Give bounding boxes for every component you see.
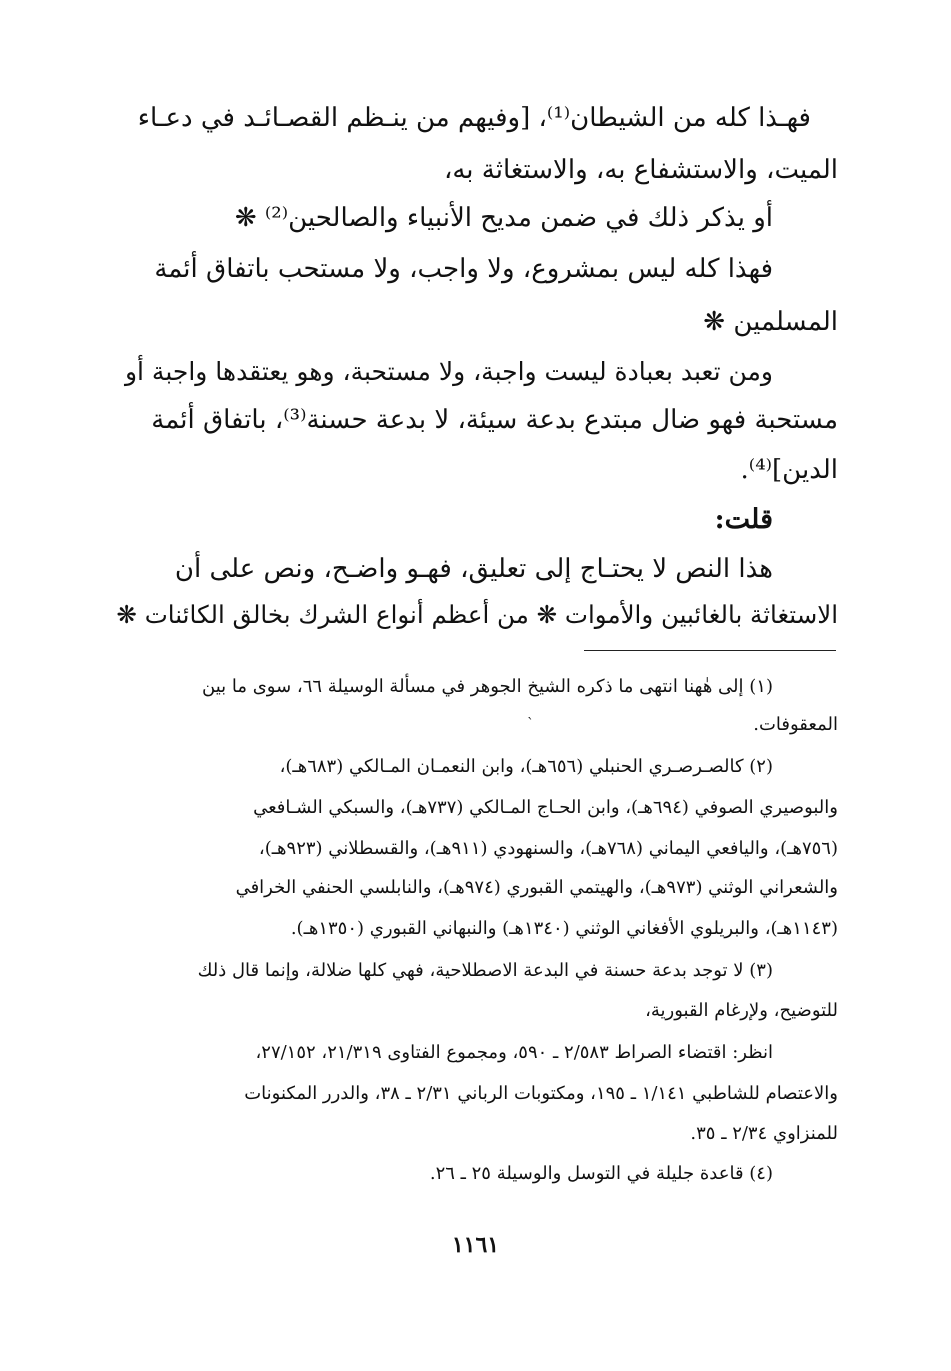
footnote-2-line-3: (٧٥٦هـ)، واليافعي اليماني (٧٦٨هـ)، والسنهودي (٩١١هـ)، والقسطلاني (٩٢٣هـ)،: [258, 838, 838, 859]
main-text-line-7: مستحبة فهو ضال مبتدع بدعة سيئة، لا بدعة حسنة⁽³⁾، باتفاق أئمة: [151, 405, 838, 435]
main-text-line-3: أو يذكر ذلك في ضمن مديح الأنبياء والصالحين⁽²⁾ ❋: [234, 203, 773, 233]
footnote-3-line-2: للتوضيح، ولإرغام القبورية،: [645, 1000, 838, 1021]
stray-mark: ˋ: [527, 716, 534, 732]
section-heading: قلت:: [714, 504, 773, 535]
footnote-2-line-5: (١١٤٣هـ)، والبريلوي الأفغاني الوثني (١٣٤٠هـ) والنبهاني القبوري (١٣٥٠هـ).: [290, 918, 838, 939]
page-number: ١١٦١: [451, 1232, 500, 1258]
main-text-line-2: الميت، والاستشفاع به، والاستغاثة به،: [443, 155, 838, 185]
main-text-line-6: ومن تعبد بعبادة ليست واجبة، ولا مستحبة، وهو يعتقدها واجبة أو: [124, 357, 773, 386]
main-text-line-5: المسلمين ❋: [703, 307, 838, 337]
main-text-line-9: هذا النص لا يحتـاج إلى تعليق، فهـو واضـح، ونص على أن: [174, 554, 773, 584]
footnote-3-line-5: للمنزاوي ٢/٣٤ ـ ٣٥.: [690, 1123, 838, 1144]
footnote-4: (٤) قاعدة جليلة في التوسل والوسيلة ٢٥ ـ ٢٦.: [429, 1163, 773, 1184]
footnote-1-line-1: (١) إلى هٰهنا انتهى ما ذكره الشيخ الجوهر في مسألة الوسيلة ٦٦، سوى ما بين: [202, 676, 773, 697]
footnote-separator: [584, 650, 836, 651]
footnote-3-line-4: والاعتصام للشاطبي ١/١٤١ ـ ١٩٥، ومكتوبات الرباني ٢/٣١ ـ ٣٨، والدرر المكنونات: [244, 1083, 838, 1104]
footnote-2-line-2: والبوصيري الصوفي (٦٩٤هـ)، وابن الحـاج المـالكي (٧٣٧هـ)، والسبكي الشـافعي: [253, 797, 838, 818]
footnote-2-line-1: (٢) كالصـرصـري الحنبلي (٦٥٦هـ)، وابن النعمـان المـالكي (٦٨٣هـ)،: [279, 756, 773, 777]
main-text-line-8: الدين]⁽⁴⁾.: [740, 455, 838, 485]
main-text-line-10: الاستغاثة بالغائبين والأموات ❋ من أعظم أنواع الشرك بخالق الكائنات ❋: [116, 600, 838, 629]
footnote-2-line-4: والشعراني الوثني (٩٧٣هـ)، والهيتمي القبوري (٩٧٤هـ)، والنابلسي الحنفي الخرافي: [235, 877, 838, 898]
main-text-line-1: فهـذا كله من الشيطان⁽¹⁾، [وفيهم من ينـظم القصـائـد في دعـاء: [137, 103, 811, 133]
footnote-1-line-2: المعقوفات.: [753, 714, 838, 735]
main-text-line-4: فهذا كله ليس بمشروع، ولا واجب، ولا مستحب باتفاق أئمة: [154, 254, 773, 284]
footnote-3-line-1: (٣) لا توجد بدعة حسنة في البدعة الاصطلاحية، فهي كلها ضلالة، وإنما قال ذلك: [197, 960, 773, 981]
footnote-3-line-3: انظر: اقتضاء الصراط ٢/٥٨٣ ـ ٥٩٠، ومجموع الفتاوى ٢١/٣١٩، ٢٧/١٥٢،: [255, 1042, 773, 1063]
